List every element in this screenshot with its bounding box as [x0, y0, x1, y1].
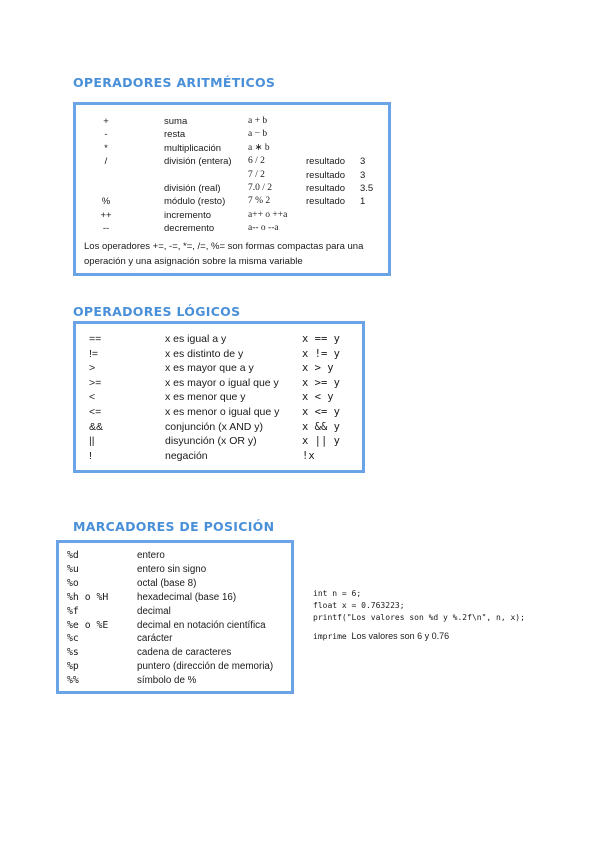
format-specifier: %u [67, 563, 79, 575]
logic-operator: >= [89, 376, 102, 389]
logic-example: !x [302, 449, 315, 462]
operator-name: incremento [164, 209, 211, 221]
placeholder-row [59, 660, 291, 674]
result-label: resultado [306, 169, 346, 181]
output-text: Los valores son 6 y 0.76 [351, 631, 450, 641]
format-description: puntero (dirección de memoria) [137, 661, 274, 673]
logic-operator: && [89, 420, 104, 433]
logic-description: x es menor que y [165, 391, 246, 404]
operator-example: 6 / 2 [248, 156, 265, 167]
format-specifier: %c [67, 633, 79, 645]
arith-row [76, 115, 388, 129]
logic-description: negación [165, 449, 208, 462]
format-specifier: %p [67, 661, 79, 673]
operator-symbol: - [104, 129, 108, 141]
result-value: 1 [360, 196, 366, 208]
placeholder-row [59, 646, 291, 660]
operator-symbol: -- [102, 223, 110, 235]
operator-name: resta [164, 129, 186, 141]
arith-row [76, 155, 388, 169]
result-label: resultado [306, 196, 346, 208]
logic-example: x > y [302, 362, 334, 375]
output-label: imprime [313, 632, 347, 641]
placeholder-row [59, 632, 291, 646]
result-value: 3 [360, 156, 366, 168]
logic-example: x == y [302, 333, 340, 345]
logical-operators-box [73, 321, 365, 473]
logic-row [76, 332, 362, 347]
operator-symbol: % [101, 196, 111, 208]
placeholder-row [59, 674, 291, 688]
placeholder-row [59, 619, 291, 633]
format-description: cadena de caracteres [137, 647, 232, 659]
logic-operator: ! [89, 449, 92, 462]
operator-example: 7.0 / 2 [248, 183, 273, 193]
format-description: decimal en notación científica [137, 619, 266, 631]
logic-example: x != y [302, 347, 340, 360]
format-specifier: %s [67, 647, 79, 659]
code-output [313, 630, 525, 642]
operator-example: a-- o --a [248, 223, 279, 234]
logic-operator: > [89, 362, 96, 375]
arith-row [76, 142, 388, 156]
logic-description: conjunción (x AND y) [165, 420, 264, 433]
format-description: hexadecimal (base 16) [137, 591, 237, 603]
placeholder-row [59, 577, 291, 591]
logic-example: x && y [302, 420, 340, 433]
operator-example: a − b [248, 129, 268, 140]
logical-heading: OPERADORES LÓGICOS [73, 304, 241, 319]
operator-name: módulo (resto) [164, 196, 226, 208]
logic-row [76, 390, 362, 405]
operator-name: división (entera) [164, 156, 232, 168]
placeholder-row [59, 605, 291, 619]
logic-example: x >= y [302, 376, 340, 389]
operator-name: división (real) [164, 183, 221, 194]
operator-symbol: + [103, 116, 109, 127]
compound-assignment-note: Los operadores +=, -=, *=, /=, %= son formas compactas para una operación y una asignación sobre la misma variable [84, 241, 364, 267]
placeholder-row [59, 591, 291, 605]
logic-operator: != [89, 347, 99, 360]
result-label: resultado [306, 156, 346, 168]
operator-example: a ∗ b [248, 142, 270, 153]
logic-example: x || y [302, 435, 340, 448]
logic-operator: < [89, 391, 96, 404]
logic-description: x es igual a y [165, 333, 227, 345]
arith-row [76, 209, 388, 223]
format-description: símbolo de % [137, 675, 197, 687]
arith-row [76, 128, 388, 142]
code-line: int n = 6; [313, 589, 362, 598]
format-specifier: %% [67, 675, 79, 687]
operator-example: a++ o ++a [248, 209, 288, 220]
placeholders-heading: MARCADORES DE POSICIÓN [73, 519, 275, 534]
operator-example: a + b [248, 116, 268, 126]
arith-row [76, 182, 388, 196]
format-specifier: %o [67, 577, 79, 589]
logic-description: x es mayor que a y [165, 362, 254, 375]
logic-example: x <= y [302, 406, 340, 418]
result-value: 3 [360, 169, 366, 181]
format-description: decimal [137, 605, 171, 617]
code-example [313, 588, 525, 642]
logic-operator: == [89, 333, 102, 345]
logic-row [76, 434, 362, 449]
operator-symbol: * [104, 142, 108, 154]
logic-operator: <= [89, 406, 102, 418]
format-specifier: %h o %H [67, 591, 109, 603]
logic-row [76, 361, 362, 376]
arith-row [76, 169, 388, 183]
logic-description: x es menor o igual que y [165, 406, 280, 418]
operator-name: suma [164, 116, 188, 127]
placeholder-row [59, 563, 291, 577]
operator-symbol: / [104, 156, 108, 168]
format-specifier: %f [67, 605, 79, 617]
operator-name: multiplicación [164, 142, 222, 154]
logic-row [76, 449, 362, 464]
arithmetic-operators-box [73, 102, 391, 276]
logic-description: x es mayor o igual que y [165, 376, 279, 389]
operator-name: decremento [164, 223, 215, 235]
format-description: entero sin signo [137, 563, 207, 575]
logic-row [76, 405, 362, 420]
operator-symbol: ++ [100, 209, 112, 221]
format-specifier: %d [67, 550, 79, 561]
format-description: entero [137, 550, 165, 561]
format-specifier: %e o %E [67, 619, 109, 631]
logic-example: x < y [302, 391, 334, 404]
logic-row [76, 347, 362, 362]
result-value: 3.5 [360, 183, 374, 194]
logic-description: disyunción (x OR y) [165, 435, 257, 448]
arith-row [76, 222, 388, 236]
logic-row [76, 420, 362, 435]
arithmetic-heading: OPERADORES ARITMÉTICOS [73, 75, 276, 90]
logic-row [76, 376, 362, 391]
operator-example: 7 % 2 [248, 196, 271, 207]
result-label: resultado [306, 183, 346, 194]
format-description: octal (base 8) [137, 577, 197, 589]
arith-row [76, 195, 388, 209]
code-line: printf("Los valores son %d y %.2f\n", n, x); [313, 613, 525, 622]
logic-description: x es distinto de y [165, 347, 244, 360]
format-description: carácter [137, 633, 173, 645]
operator-example: 7 / 2 [248, 169, 265, 180]
placeholder-row [59, 549, 291, 563]
code-line: float x = 0.763223; [313, 601, 405, 610]
placeholders-box [56, 540, 294, 694]
logic-operator: || [89, 435, 95, 448]
